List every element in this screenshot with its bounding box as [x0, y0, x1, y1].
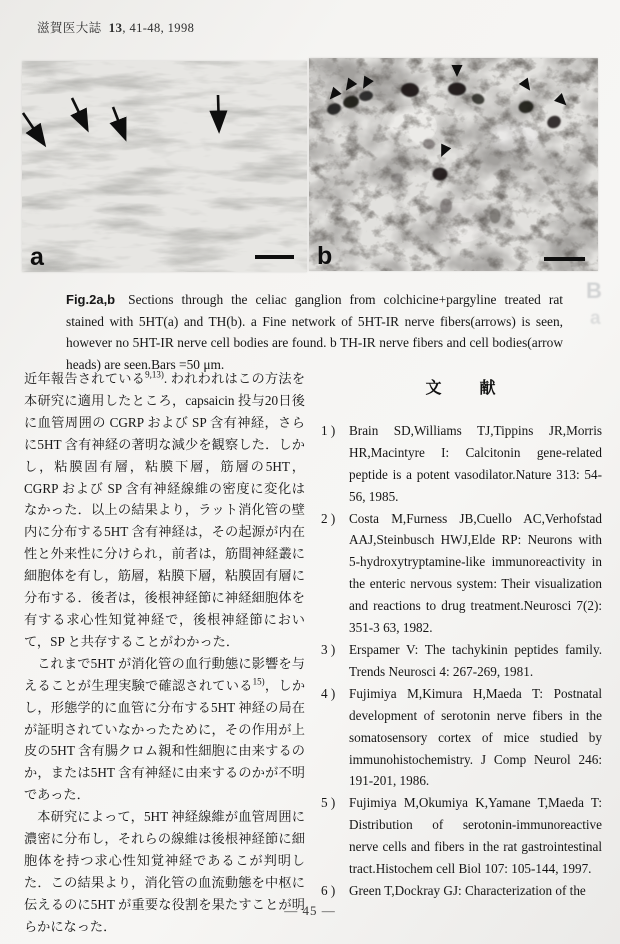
body-paragraph	[24, 368, 305, 653]
reference-text: Brain SD,Williams TJ,Tippins JR,Morris HR,Macintyre I: Calcitonin gene-related peptide is a potent vasodilator.Nature 313: 54-56, 1985.	[349, 422, 602, 504]
micrograph-b-texture	[309, 58, 598, 271]
scale-bar-b	[544, 257, 585, 261]
body-paragraph	[24, 653, 305, 806]
reference-text: Green T,Dockray GJ: Characterization of the	[349, 882, 586, 898]
reference-number: 3 )	[321, 641, 336, 657]
reference-number: 4 )	[321, 685, 336, 701]
panel-a-label: a	[30, 243, 44, 271]
reference-text: Costa M,Furness JB,Cuello AC,Verhofstad AAJ,Steinbusch HWJ,Elde RP: Neurons with 5-hydroxytryptamine-like immunoreactivity in the enteric nervous system: Their visualization and reactions to drug treatment.Neurosci 7(2): 351-3 63, 1982.	[349, 510, 602, 636]
reference-number: 1 )	[321, 422, 336, 438]
reference-item	[321, 792, 602, 880]
reference-item	[321, 683, 602, 793]
paragraph-text: 近年報告されている	[24, 371, 146, 386]
paragraph-text: これまで5HT が消化管の血行動態に影響を与えることが生理実験で確認されている	[24, 655, 305, 693]
citation-superscript: 15)	[252, 676, 265, 687]
paragraph-text: ，しかし，形態学的に血管に分布する5HT 神経の局在が証明されていなかったために，その作用が上皮の5HT 含有腸クロム親和性細胞に由来するのか，または5HT 含有神経に由来するのかが不明であった．	[24, 677, 306, 803]
citation-superscript: 9,13)	[145, 369, 164, 380]
micrograph-panel-b	[309, 58, 598, 271]
bleedthrough-mark: a	[590, 308, 601, 329]
journal-header	[37, 18, 194, 36]
reference-item	[321, 420, 602, 508]
paragraph-text: . われわれはこの方法を本研究に適用したところ，capsaicin 投与20日後に血管周囲の CGRP および SP 含有神経，さらに5HT 含有神経の著明な減少を観察した．しかし，粘膜固有層，粘膜下層，筋層の5HT，CGRP および SP 含有神経線維の密度に変化はなかった．以上の結果より，ラット消化管の壁内に分布する5HT 含有神経は，その起源が内在性と外来性に分けられ，前者は，筋間神経叢に細胞体を有し，筋層，粘膜下層，粘膜固有層に分布する．後者は，後根神経節に神経細胞体を有する求心性知覚神経で，後根神経節において，SP と共存することがわかった．	[24, 371, 306, 649]
figure-caption-text: Sections through the celiac ganglion from colchicine+pargyline treated rat stained with 5HT(a) and TH(b). a Fine network of 5HT-IR nerve fibers(arrows) is seen, however no 5HT-IR nerve cell bodies are found. b TH-IR nerve fibers and cell bodies(arrow heads) are seen.Bars =50 μm.	[66, 292, 563, 373]
reference-text: Erspamer V: The tachykinin peptides family. Trends Neurosci 4: 267-269, 1981.	[349, 641, 602, 679]
micrograph-panel-a	[22, 61, 307, 272]
body-column-right	[321, 376, 602, 902]
journal-volume: 13	[108, 20, 123, 35]
panel-b-label: b	[317, 242, 333, 270]
figure-caption	[66, 289, 563, 376]
reference-list	[321, 420, 602, 902]
reference-number: 6 )	[321, 882, 336, 898]
micrograph-a-texture	[22, 61, 307, 272]
reference-number: 5 )	[321, 795, 336, 811]
paragraph-text: 本研究によって，5HT 神経線維が血管周囲に濃密に分布し，それらの線維は後根神経節に細胞体を持つ求心性知覚神経であるこが判明した．この結果より，消化管の血流動態を中枢に伝えるのに5HT が重要な役割を果たすことが明らかになった．	[24, 809, 305, 934]
reference-number: 2 )	[321, 510, 336, 526]
reference-text: Fujimiya M,Okumiya K,Yamane T,Maeda T: Distribution of serotonin-immunoreactive nerve cells and fibers in the rat gastrointestinal tract.Histochem cell Biol 107: 105-144, 1997.	[349, 795, 602, 877]
scale-bar-a	[255, 255, 294, 259]
journal-title: 滋賀医大誌	[37, 21, 102, 35]
figure-caption-label: Fig.2a,b	[66, 292, 116, 307]
references-heading: 文 献	[425, 380, 498, 397]
bleedthrough-mark: B	[586, 278, 602, 303]
journal-pages: , 41-48, 1998	[122, 21, 195, 35]
reference-item	[321, 880, 602, 902]
reference-text: Fujimiya M,Kimura H,Maeda T: Postnatal development of serotonin nerve fibers in the somatosensory cortex of mice studied by immunohistochemistry. J Comp Neurol 246: 191-201, 1986.	[349, 685, 602, 789]
reference-item	[321, 639, 602, 683]
page-number: — 45 —	[284, 903, 336, 918]
reference-item	[321, 508, 602, 639]
body-column-left	[24, 368, 305, 938]
